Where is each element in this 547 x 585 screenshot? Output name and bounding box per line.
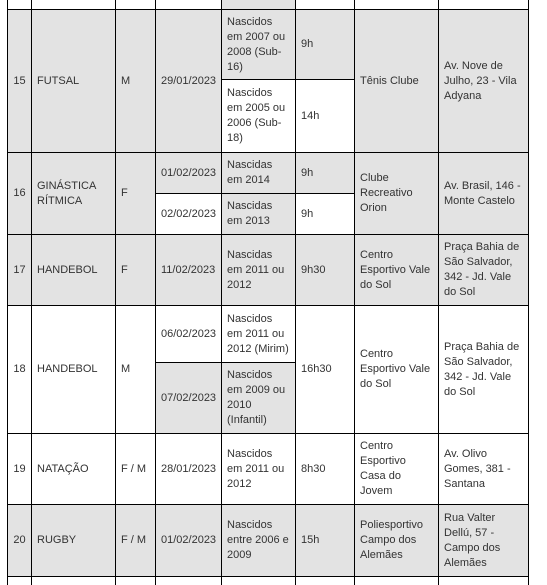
age-cell: Nascidos em 2011 ou 2012 (222, 434, 296, 505)
time-cell (296, 577, 355, 585)
age-cell: Nascidas em 2013 (222, 194, 296, 235)
row-number (8, 0, 32, 10)
address-cell: Rua Valter Dellú, 57 - Campo dos Alemães (439, 505, 529, 577)
time-cell: 9h30 (296, 235, 355, 306)
time-cell: 9h (296, 153, 355, 194)
date-cell: 07/02/2023 (156, 363, 222, 434)
table-row (8, 153, 529, 194)
time-cell: 14h (296, 80, 355, 153)
place-cell (355, 0, 439, 10)
place-cell: Tênis Clube (355, 10, 439, 153)
gender-cell: F / M (116, 434, 156, 505)
time-cell: 9h (296, 10, 355, 80)
gender-cell: M (116, 10, 156, 153)
age-cell: Nascidas em 2014 (222, 153, 296, 194)
date-cell: 11/02/2023 (156, 235, 222, 306)
modality-cell: RUGBY (32, 505, 116, 577)
modality-cell: GINÁSTICA RÍTMICA (32, 153, 116, 235)
date-cell: 29/01/2023 (156, 10, 222, 153)
place-cell: Poliesportivo Campo dos Alemães (355, 505, 439, 577)
schedule-table (7, 0, 529, 585)
gender-cell (116, 577, 156, 585)
address-cell: Av. Nove de Julho, 23 - Vila Adyana (439, 10, 529, 153)
place-cell: Centro Esportivo Vale do Sol (355, 306, 439, 434)
table-row (8, 577, 529, 585)
time-cell: 9h (296, 194, 355, 235)
gender-cell: M (116, 306, 156, 434)
row-number: 16 (8, 153, 32, 235)
date-cell: 01/02/2023 (156, 153, 222, 194)
row-number: 15 (8, 10, 32, 153)
table-row (8, 235, 529, 306)
date-cell (156, 577, 222, 585)
date-cell (156, 0, 222, 10)
row-number: 19 (8, 434, 32, 505)
modality-cell: HANDEBOL (32, 306, 116, 434)
time-cell: 16h30 (296, 306, 355, 434)
date-cell: 28/01/2023 (156, 434, 222, 505)
row-number (8, 577, 32, 585)
modality-cell (32, 0, 116, 10)
gender-cell (116, 0, 156, 10)
place-cell: Clube Recreativo Orion (355, 153, 439, 235)
gender-cell: F (116, 235, 156, 306)
modality-cell: HANDEBOL (32, 235, 116, 306)
age-cell: Nascidas em 2011 ou 2012 (222, 235, 296, 306)
age-cell (222, 577, 296, 585)
age-cell: Nascidos entre 2006 e 2009 (222, 505, 296, 577)
age-cell: Nascidos em 2005 ou 2006 (Sub-18) (222, 80, 296, 153)
place-cell: Centro Esportivo Vale do Sol (355, 235, 439, 306)
address-cell: Av. Brasil, 146 - Monte Castelo (439, 153, 529, 235)
row-number: 18 (8, 306, 32, 434)
date-cell: 02/02/2023 (156, 194, 222, 235)
table-row (8, 306, 529, 363)
gender-cell: F (116, 153, 156, 235)
address-cell: Av. Olivo Gomes, 381 - Santana (439, 434, 529, 505)
address-cell: Praça Bahia de São Salvador, 342 - Jd. Vale do Sol (439, 306, 529, 434)
table-row (8, 0, 529, 10)
age-cell: Nascidos em 2009 ou 2010 (Infantil) (222, 363, 296, 434)
time-cell: 8h30 (296, 434, 355, 505)
age-cell: Nascidos em 2007 ou 2008 (Sub-16) (222, 10, 296, 80)
row-number: 17 (8, 235, 32, 306)
table-row (8, 10, 529, 80)
address-cell (439, 577, 529, 585)
row-number: 20 (8, 505, 32, 577)
time-cell (296, 0, 355, 10)
date-cell: 01/02/2023 (156, 505, 222, 577)
time-cell: 15h (296, 505, 355, 577)
date-cell: 06/02/2023 (156, 306, 222, 363)
address-cell: Praça Bahia de São Salvador, 342 - Jd. Vale do Sol (439, 235, 529, 306)
modality-cell: NATAÇÃO (32, 434, 116, 505)
modality-cell: FUTSAL (32, 10, 116, 153)
table-row (8, 505, 529, 577)
gender-cell: F / M (116, 505, 156, 577)
place-cell: Centro Esportivo Casa do Jovem (355, 434, 439, 505)
age-cell: Nascidos em 2011 ou 2012 (Mirim) (222, 306, 296, 363)
age-cell (222, 0, 296, 10)
address-cell (439, 0, 529, 10)
table-row (8, 434, 529, 505)
modality-cell (32, 577, 116, 585)
place-cell (355, 577, 439, 585)
